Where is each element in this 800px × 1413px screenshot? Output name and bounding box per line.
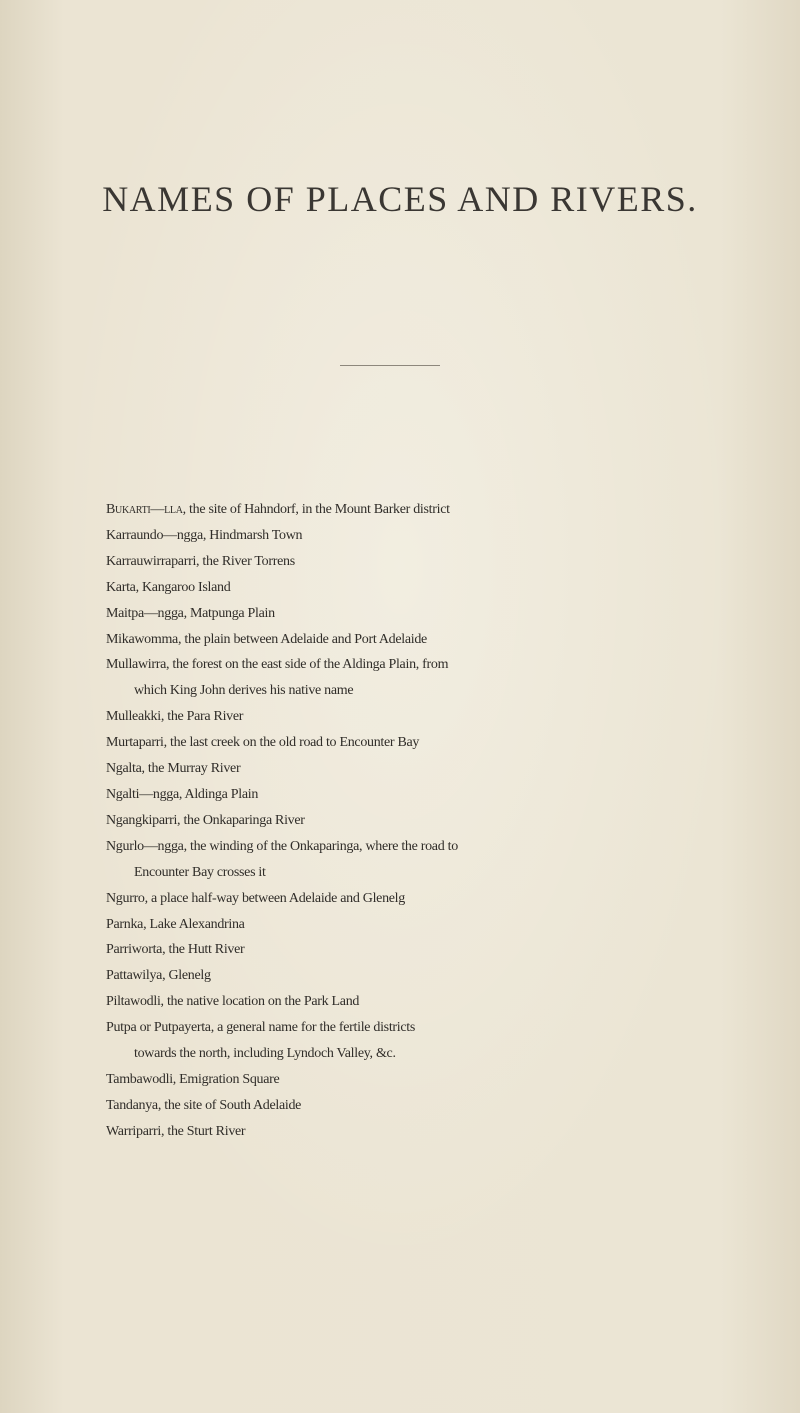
place-names-list xyxy=(106,497,796,1145)
place-name: Mikawomma, xyxy=(106,631,182,647)
place-name: Karrauwirraparri, xyxy=(106,553,200,569)
place-description: the Onkaparinga River xyxy=(180,812,305,828)
place-description: the Para River xyxy=(164,709,244,725)
list-item xyxy=(106,756,796,782)
place-description-continued: which King John derives his native name xyxy=(134,683,354,699)
place-description: Kangaroo Island xyxy=(138,579,231,595)
title-divider xyxy=(340,365,440,366)
list-item xyxy=(106,912,796,938)
list-item xyxy=(106,627,796,653)
list-item xyxy=(106,1093,796,1119)
place-name: Parnka, xyxy=(106,916,147,932)
list-item xyxy=(106,497,796,523)
place-description: a place half-way between Adelaide and Glenelg xyxy=(147,890,405,906)
list-item xyxy=(106,1067,796,1093)
place-name: Murtaparri, xyxy=(106,735,167,751)
place-description: the site of Hahndorf, in the Mount Barker district xyxy=(185,502,450,517)
place-description: Glenelg xyxy=(165,968,211,984)
place-description: Matpunga Plain xyxy=(186,605,275,621)
place-name: Karraundo—ngga, xyxy=(106,527,207,543)
list-item xyxy=(106,652,796,704)
place-name: Maitpa—ngga, xyxy=(106,605,187,621)
list-item xyxy=(106,523,796,549)
list-item xyxy=(106,989,796,1015)
place-description: a general name for the fertile districts xyxy=(213,1020,416,1036)
place-name: Mulleakki, xyxy=(106,709,165,725)
place-name: Pattawilya, xyxy=(106,968,166,984)
list-item xyxy=(106,937,796,963)
place-description: the plain between Adelaide and Port Adelaide xyxy=(181,631,427,647)
page-title: NAMES OF PLACES AND RIVERS. xyxy=(102,179,698,219)
place-description-continued: Encounter Bay crosses it xyxy=(134,864,266,880)
place-name: Putpa or Putpayerta, xyxy=(106,1020,214,1036)
place-description: the winding of the Onkaparinga, where the road to xyxy=(186,838,458,854)
place-name: Tambawodli, xyxy=(106,1071,176,1087)
place-name: Mullawirra, xyxy=(106,657,170,673)
place-description: the Sturt River xyxy=(164,1123,246,1139)
place-name: Ngalta, xyxy=(106,761,145,777)
list-item xyxy=(106,886,796,912)
list-item xyxy=(106,1015,796,1067)
place-description: the forest on the east side of the Aldinga Plain, from xyxy=(169,657,449,673)
place-description: Aldinga Plain xyxy=(182,786,259,802)
place-description: Emigration Square xyxy=(175,1071,280,1087)
list-item xyxy=(106,1119,796,1145)
place-description: the last creek on the old road to Encounter Bay xyxy=(166,735,420,751)
place-description: the Hutt River xyxy=(165,942,245,958)
place-description: the site of South Adelaide xyxy=(161,1097,302,1113)
place-name: Ngurro, xyxy=(106,890,148,906)
place-description: the native location on the Park Land xyxy=(163,994,360,1010)
place-name: Parriworta, xyxy=(106,942,166,958)
place-name: Warriparri, xyxy=(106,1123,165,1139)
place-description-continued: towards the north, including Lyndoch Valley, &c. xyxy=(134,1046,396,1062)
list-item xyxy=(106,601,796,627)
place-description: the Murray River xyxy=(144,761,241,777)
list-item xyxy=(106,704,796,730)
place-description: Lake Alexandrina xyxy=(146,916,245,932)
place-name: Piltawodli, xyxy=(106,994,164,1010)
list-item xyxy=(106,575,796,601)
place-name: Tandanya, xyxy=(106,1097,162,1113)
list-item xyxy=(106,730,796,756)
place-name: Ngalti—ngga, xyxy=(106,786,183,802)
place-name: Karta, xyxy=(106,579,139,595)
place-name: Ngangkiparri, xyxy=(106,812,181,828)
list-item xyxy=(106,808,796,834)
list-item xyxy=(106,963,796,989)
list-item xyxy=(106,782,796,808)
place-name: Ngurlo—ngga, xyxy=(106,838,187,854)
place-name: Bukarti—lla, xyxy=(106,502,186,517)
place-description: Hindmarsh Town xyxy=(206,527,303,543)
list-item xyxy=(106,549,796,575)
list-item xyxy=(106,834,796,886)
place-description: the River Torrens xyxy=(199,553,295,569)
